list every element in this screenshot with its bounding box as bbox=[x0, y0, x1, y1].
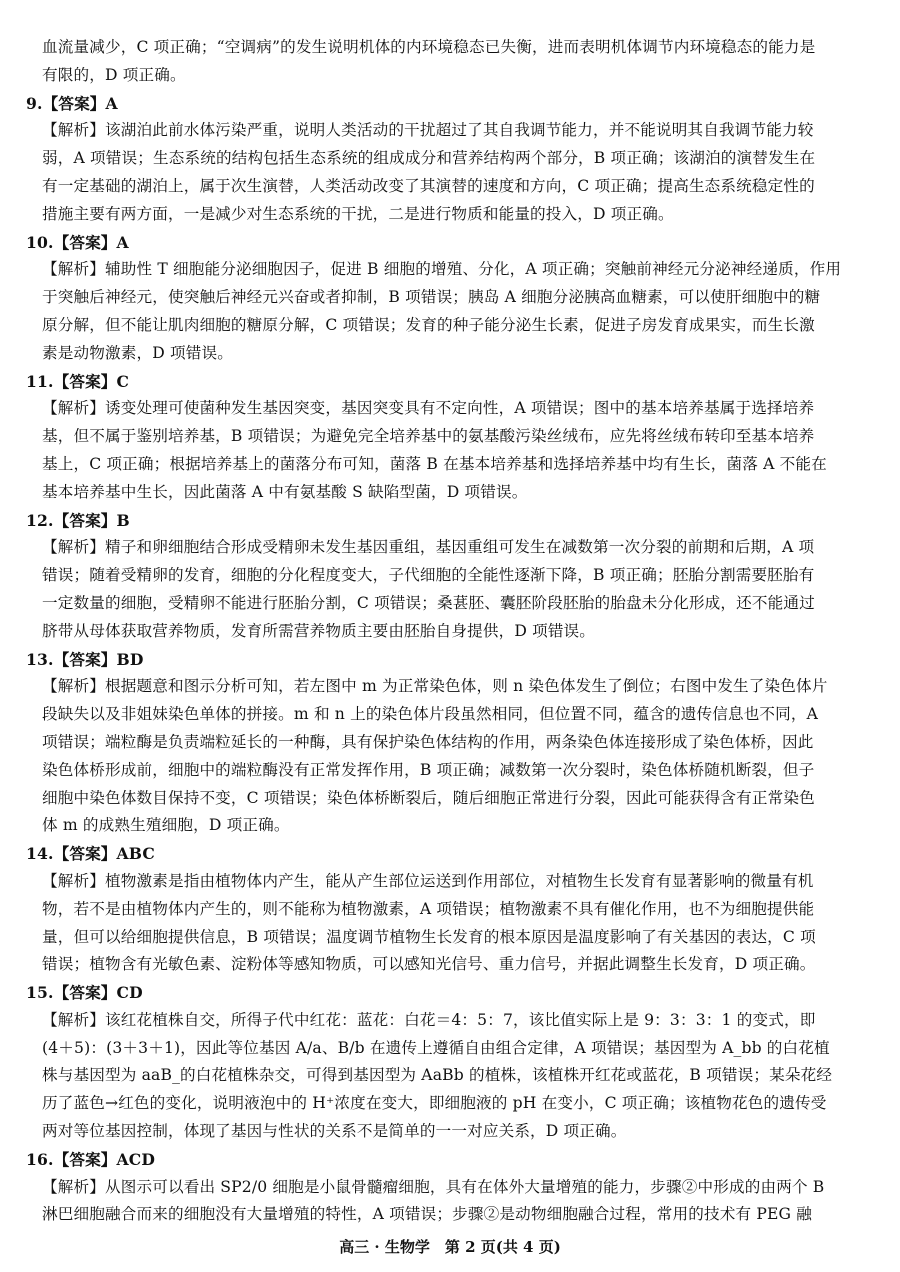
text-line: 【解析】根据题意和图示分析可知，若左图中 m 为正常染色体，则 n 染色体发生了倒位；右图中发生了染色体片 bbox=[42, 677, 828, 696]
text-line: 物，若不是由植物体内产生的，则不能称为植物激素，A 项错误；植物激素不具有催化作用，也不为细胞提供能 bbox=[42, 899, 815, 918]
text-line: 项错误；端粒酶是负责端粒延长的一种酶，具有保护染色体结构的作用，两条染色体连接形成了染色体桥，因此 bbox=[42, 732, 814, 751]
text-line: 一定数量的细胞，受精卵不能进行胚胎分割，C 项错误；桑葚胚、囊胚阶段胚胎的胎盘未分化形成，还不能通过 bbox=[42, 593, 815, 612]
text-line: 淋巴细胞融合而来的细胞没有大量增殖的特性，A 项错误；步骤②是动物细胞融合过程，常用的技术有 PEG 融 bbox=[42, 1205, 812, 1224]
text-line: 有一定基础的湖泊上，属于次生演替，人类活动改变了其演替的速度和方向，C 项正确；提高生态系统稳定性的 bbox=[42, 176, 815, 195]
text-line: (4＋5)：(3＋3＋1)，因此等位基因 A/a、B/b 在遗传上遵循自由组合定律，A 项错误；基因型为 A_bb 的白花植 bbox=[42, 1038, 830, 1057]
answer-heading: 14.【答案】ABC bbox=[26, 844, 155, 864]
answer-heading: 11.【答案】C bbox=[26, 371, 130, 391]
text-line: 【解析】精子和卵细胞结合形成受精卵未发生基因重组，基因重组可发生在减数第一次分裂的前期和后期，A 项 bbox=[42, 538, 815, 557]
answer-heading: 15.【答案】CD bbox=[26, 983, 143, 1003]
answer-heading: 13.【答案】BD bbox=[26, 649, 144, 669]
text-line: 弱，A 项错误；生态系统的结构包括生态系统的组成成分和营养结构两个部分，B 项正确；该湖泊的演替发生在 bbox=[42, 149, 816, 168]
text-line: 染色体桥形成前，细胞中的端粒酶没有正常发挥作用，B 项正确；减数第一次分裂时，染色体桥随机断裂，但子 bbox=[42, 760, 815, 779]
text-line: 细胞中染色体数目保持不变，C 项错误；染色体桥断裂后，随后细胞正常进行分裂，因此可能获得含有正常染色 bbox=[42, 788, 815, 807]
text-line: 两对等位基因控制，体现了基因与性状的关系不是简单的一一对应关系，D 项正确。 bbox=[42, 1122, 627, 1141]
text-line: 株与基因型为 aaB_的白花植株杂交，可得到基因型为 AaBb 的植株，该植株开红花或蓝花，B 项错误；某朵花经 bbox=[42, 1066, 833, 1085]
text-line: 基，但不属于鉴别培养基，B 项错误；为避免完全培养基中的氨基酸污染丝绒布，应先将丝绒布转印至基本培养 bbox=[42, 427, 815, 446]
page-footer: 高三 · 生物学 第 2 页(共 4 页) bbox=[339, 1238, 561, 1256]
answer-heading: 10.【答案】A bbox=[26, 232, 129, 252]
text-line: 【解析】植物激素是指由植物体内产生，能从产生部位运送到作用部位，对植物生长发育有显著影响的微量有机 bbox=[42, 871, 814, 890]
text-line: 【解析】诱变处理可使菌种发生基因突变，基因突变具有不定向性，A 项错误；图中的基本培养基属于选择培养 bbox=[42, 399, 815, 418]
text-line: 血流量减少，C 项正确；“空调病”的发生说明机体的内环境稳态已失衡，进而表明机体调节内环境稳态的能力是 bbox=[42, 38, 816, 56]
text-line: 有限的，D 项正确。 bbox=[42, 65, 186, 84]
text-line: 段缺失以及非姐妹染色单体的拼接。m 和 n 上的染色体片段虽然相同，但位置不同，蕴含的遗传信息也不同，A bbox=[42, 705, 819, 724]
text-line: 原分解，但不能让肌肉细胞的糖原分解，C 项错误；发育的种子能分泌生长素，促进子房发育成果实，而生长激 bbox=[42, 315, 815, 334]
page-body bbox=[26, 34, 876, 1229]
text-line: 于突触后神经元，使突触后神经元兴奋或者抑制，B 项错误；胰岛 A 细胞分泌胰高血糖素，可以使肝细胞中的糖 bbox=[42, 288, 821, 307]
text-line: 基上，C 项正确；根据培养基上的菌落分布可知，菌落 B 在基本培养基和选择培养基中均有生长，菌落 A 不能在 bbox=[42, 454, 827, 473]
text-line: 量，但可以给细胞提供信息，B 项错误；温度调节植物生长发育的根本原因是温度影响了有关基因的表达，C 项 bbox=[42, 927, 816, 946]
answer-heading: 16.【答案】ACD bbox=[26, 1149, 156, 1169]
answer-heading: 9.【答案】A bbox=[26, 93, 118, 113]
text-line: 体 m 的成熟生殖细胞，D 项正确。 bbox=[42, 816, 290, 835]
text-line: 【解析】该湖泊此前水体污染严重，说明人类活动的干扰超过了其自我调节能力，并不能说明其自我调节能力较 bbox=[42, 121, 814, 140]
text-line: 脐带从母体获取营养物质，发育所需营养物质主要由胚胎自身提供，D 项错误。 bbox=[42, 621, 596, 640]
text-line: 措施主要有两方面，一是减少对生态系统的干扰，二是进行物质和能量的投入，D 项正确。 bbox=[42, 204, 674, 223]
text-line: 基本培养基中生长，因此菌落 A 中有氨基酸 S 缺陷型菌，D 项错误。 bbox=[42, 482, 528, 501]
text-line: 素是动物激素，D 项错误。 bbox=[42, 343, 233, 362]
text-line: 历了蓝色→红色的变化，说明液泡中的 H⁺浓度在变大，即细胞液的 pH 在变小，C 项正确；该植物花色的遗传受 bbox=[42, 1094, 827, 1113]
text-line: 【解析】辅助性 T 细胞能分泌细胞因子，促进 B 细胞的增殖、分化，A 项正确；突触前神经元分泌神经递质，作用 bbox=[42, 260, 842, 279]
text-line: 错误；植物含有光敏色素、淀粉体等感知物质，可以感知光信号、重力信号，并据此调整生长发育，D 项正确。 bbox=[42, 955, 816, 974]
text-line: 【解析】该红花植株自交，所得子代中红花：蓝花：白花＝4：5：7，该比值实际上是 9：3：3：1 的变式，即 bbox=[42, 1010, 816, 1029]
answer-heading: 12.【答案】B bbox=[26, 510, 130, 530]
text-line: 【解析】从图示可以看出 SP2/0 细胞是小鼠骨髓瘤细胞，具有在体外大量增殖的能力，步骤②中形成的由两个 B bbox=[42, 1177, 825, 1196]
text-line: 错误；随着受精卵的发育，细胞的分化程度变大，子代细胞的全能性逐渐下降，B 项正确；胚胎分割需要胚胎有 bbox=[42, 566, 815, 585]
